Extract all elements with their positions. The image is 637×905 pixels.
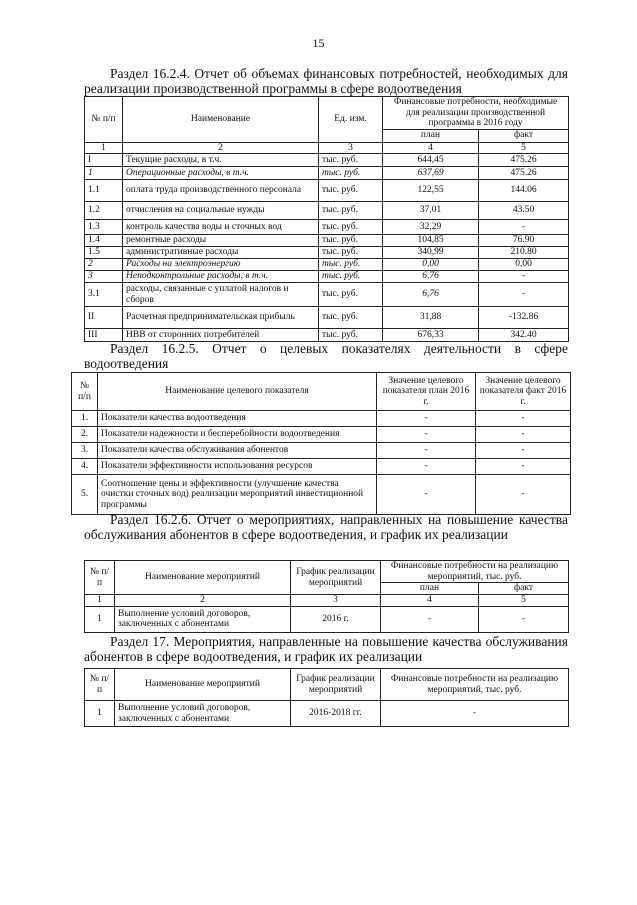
table-row: 1.3 контроль качества воды и сточных вод тыс. руб. 32,29 - — [85, 220, 569, 235]
header-fact: Значение целевого показателя факт 2016 г. — [476, 373, 571, 411]
table-row: 1 Операционные расходы, в т.ч. тыс. руб. 637,69 475.26 — [85, 167, 569, 180]
header-indicator-name: Наименование целевого показателя — [98, 373, 377, 411]
header-financial-needs: Финансовые потребности на реализацию мероприятий, тыс. руб. — [381, 561, 569, 583]
header-num: № п/п — [85, 97, 123, 143]
header-num: № п/п — [85, 669, 115, 701]
header-schedule: График реализации мероприятий — [291, 669, 381, 701]
header-plan: план — [383, 129, 479, 142]
header-fact: факт — [479, 583, 569, 595]
table-financial-needs — [84, 96, 569, 342]
table-row: 1 Выполнение условий договоров, заключенных с абонентами 2016 г. - - — [85, 606, 569, 632]
header-plan: Значение целевого показателя план 2016 г. — [377, 373, 476, 411]
column-number-row: 1 2 3 4 5 — [85, 142, 569, 154]
table-row: 1.1 оплата труда производственного персонала тыс. руб. 122,55 144.06 — [85, 180, 569, 202]
table-row: II Расчетная предпринимательская прибыль тыс. руб. 31,88 -132.86 — [85, 307, 569, 329]
table-row: 1.5 административные расходы тыс. руб. 340,99 210.80 — [85, 247, 569, 259]
table-row: 2. Показатели надежности и бесперебойности водоотведения - - — [72, 427, 571, 443]
header-financial-needs: Финансовые потребности на реализацию мероприятий, тыс. руб. — [381, 669, 569, 701]
header-schedule: График реализации мероприятий — [291, 561, 381, 595]
header-num: № п/п — [72, 373, 98, 411]
table-row: 3. Показатели качества обслуживания абонентов - - — [72, 443, 571, 459]
header-unit: Ед. изм. — [319, 97, 383, 143]
header-num: № п/п — [85, 561, 115, 595]
table-measures-2016 — [84, 560, 569, 633]
header-financial-needs: Финансовые потребности, необходимые для реализации производственной программы в 2016 году — [383, 97, 569, 130]
column-number-row: 1 2 3 4 5 — [85, 595, 569, 607]
table-row: 3.1 расходы, связанные с уплатой налогов и сборов тыс. руб. 6,76 - — [85, 283, 569, 307]
table-row: 1.2 отчисления на социальные нужды тыс. руб. 37,01 43.50 — [85, 202, 569, 220]
table-row: I Текущие расходы, в т.ч. тыс. руб. 644,45 475.26 — [85, 154, 569, 167]
table-row: 1 Выполнение условий договоров, заключенных с абонентами 2016-2018 гг. - — [85, 701, 569, 727]
table-target-indicators — [71, 372, 571, 515]
page-number: 15 — [312, 36, 325, 50]
section-title-16-2-4: Раздел 16.2.4. Отчет об объемах финансовых потребностей, необходимых для реализации производственной программы в сфере водоотведения — [84, 66, 568, 96]
table-row: III НВВ от сторонних потребителей тыс. руб. 676,33 342.40 — [85, 329, 569, 342]
section-title-16-2-6: Раздел 16.2.6. Отчет о мероприятиях, направленных на повышение качества обслуживания абонентов в сфере водоотведения, и график их реализации — [84, 512, 568, 542]
section-title-17: Раздел 17. Мероприятия, направленные на повышение качества обслуживания абонентов в сфере водоотведения, и график их реализации — [84, 634, 568, 664]
header-fact: факт — [479, 129, 569, 142]
header-plan: план — [381, 583, 479, 595]
table-row: 5. Соотношение цены и эффективности (улучшение качества очистки сточных вод) реализации мероприятий инвестиционной программы - - — [72, 475, 571, 515]
table-row: 2 Расходы на электроэнергию тыс. руб. 0,00 0,00 — [85, 259, 569, 271]
table-row: 3 Неподконтрольные расходы, в т.ч. тыс. руб. 6,76 - — [85, 271, 569, 283]
table-row: 1. Показатели качества водоотведения - - — [72, 411, 571, 427]
table-row: 4. Показатели эффективности использования ресурсов - - — [72, 459, 571, 475]
table-row: 1.4 ремонтные расходы тыс. руб. 104,85 76.90 — [85, 235, 569, 247]
table-measures-2016-2018 — [84, 668, 569, 727]
header-measures-name: Наименование мероприятий — [115, 561, 291, 595]
header-measures-name: Наименование мероприятий — [115, 669, 291, 701]
section-title-16-2-5: Раздел 16.2.5. Отчет о целевых показателях деятельности в сфере водоотведения — [84, 341, 568, 371]
header-name: Наименование — [123, 97, 319, 143]
